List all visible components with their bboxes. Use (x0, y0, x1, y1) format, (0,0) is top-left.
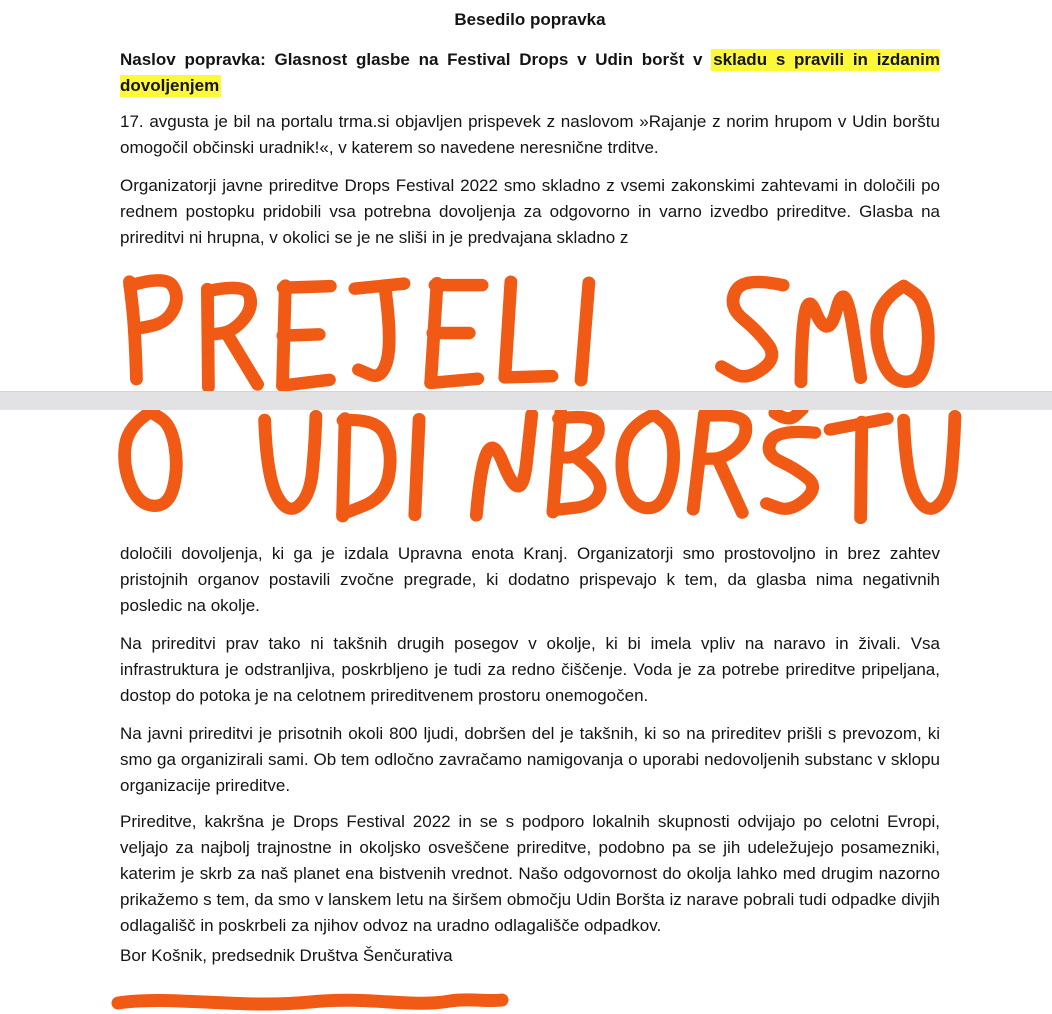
document-title: Besedilo popravka (454, 10, 606, 29)
screenshot-seam-divider (0, 391, 1052, 410)
paragraph-permits: določili dovoljenja, ki ga je izdala Upravna enota Kranj. Organizatorji smo prostovoljno in brez zahtev pristojnih organov postavili zvočne pregrade, ki dodatno prispevajo k tem, da glasba nima negativnih posledic na okolje. (120, 544, 940, 615)
paragraph-sustainability: Prireditve, kakršna je Drops Festival 2022 in se s podporo lokalnih skupnosti odvijajo po celotni Evropi, veljajo za najbolj trajnostne in okoljsko osveščene prireditve, podobno pa se jih udeležujejo posamezniki, katerim je skrb za naš planet ena bistvenih vrednot. Našo odgovornost do okolja lahko med drugim nazorno prikažemo s tem, da smo v lanskem letu na širšem območju Udin Boršta iz narave pobrali tudi odpadke divjih odlagališč in poskrbeli za njihov odvoz na uradno odlagališče odpadkov. (120, 812, 940, 935)
paragraph-environment: Na prireditvi prav tako ni takšnih drugih posegov v okolje, ki bi imela vpliv na naravo in živali. Vsa infrastruktura je odstranljiva, poskrbljeno je tudi za redno čiščenje. Voda je za potrebe prireditve pripeljana, dostop do potoka je na celotnem prireditvenem prostoru onemogočen. (120, 634, 940, 705)
handwriting-annotation-line1 (100, 272, 980, 400)
correction-heading (120, 47, 940, 99)
scribble-stroke (118, 1000, 502, 1004)
signature-scribble-underline (110, 992, 510, 1014)
heading-plain-text: Naslov popravka: Glasnost glasbe na Festival Drops v Udin boršt v (120, 50, 712, 69)
handwriting-annotation-line2 (100, 402, 1000, 538)
paragraph-attendance: Na javni prireditvi je prisotnih okoli 800 ljudi, dobršen del je takšnih, ki so na prireditev prišli s prevozom, ki smo ga organizirali sami. Ob tem odločno zavračamo namigovanja o uporabi nedovoljenih substanc v sklopu organizacije prireditve. (120, 724, 940, 795)
heading-highlighted-text: skladu s pravili in izdanim dovoljenjem (120, 50, 940, 95)
paragraph-intro: 17. avgusta je bil na portalu trma.si objavljen prispevek z naslovom »Rajanje z norim hrupom v Udin borštu omogočil občinski uradnik!«, v katerem so navedene neresnične trditve. (120, 112, 940, 157)
paragraph-organizers: Organizatorji javne prireditve Drops Festival 2022 smo skladno z vsemi zakonskimi zahtevami in določili po rednem postopku pridobili vsa potrebna dovoljenja za odgovorno in varno izvedbo prireditve. Glasba na prireditvi ni hrupna, v okolici se je ne sliši in je predvajana skladno z (120, 176, 940, 247)
signature-line: Bor Košnik, predsednik Društva Šenčurativa (120, 946, 453, 965)
